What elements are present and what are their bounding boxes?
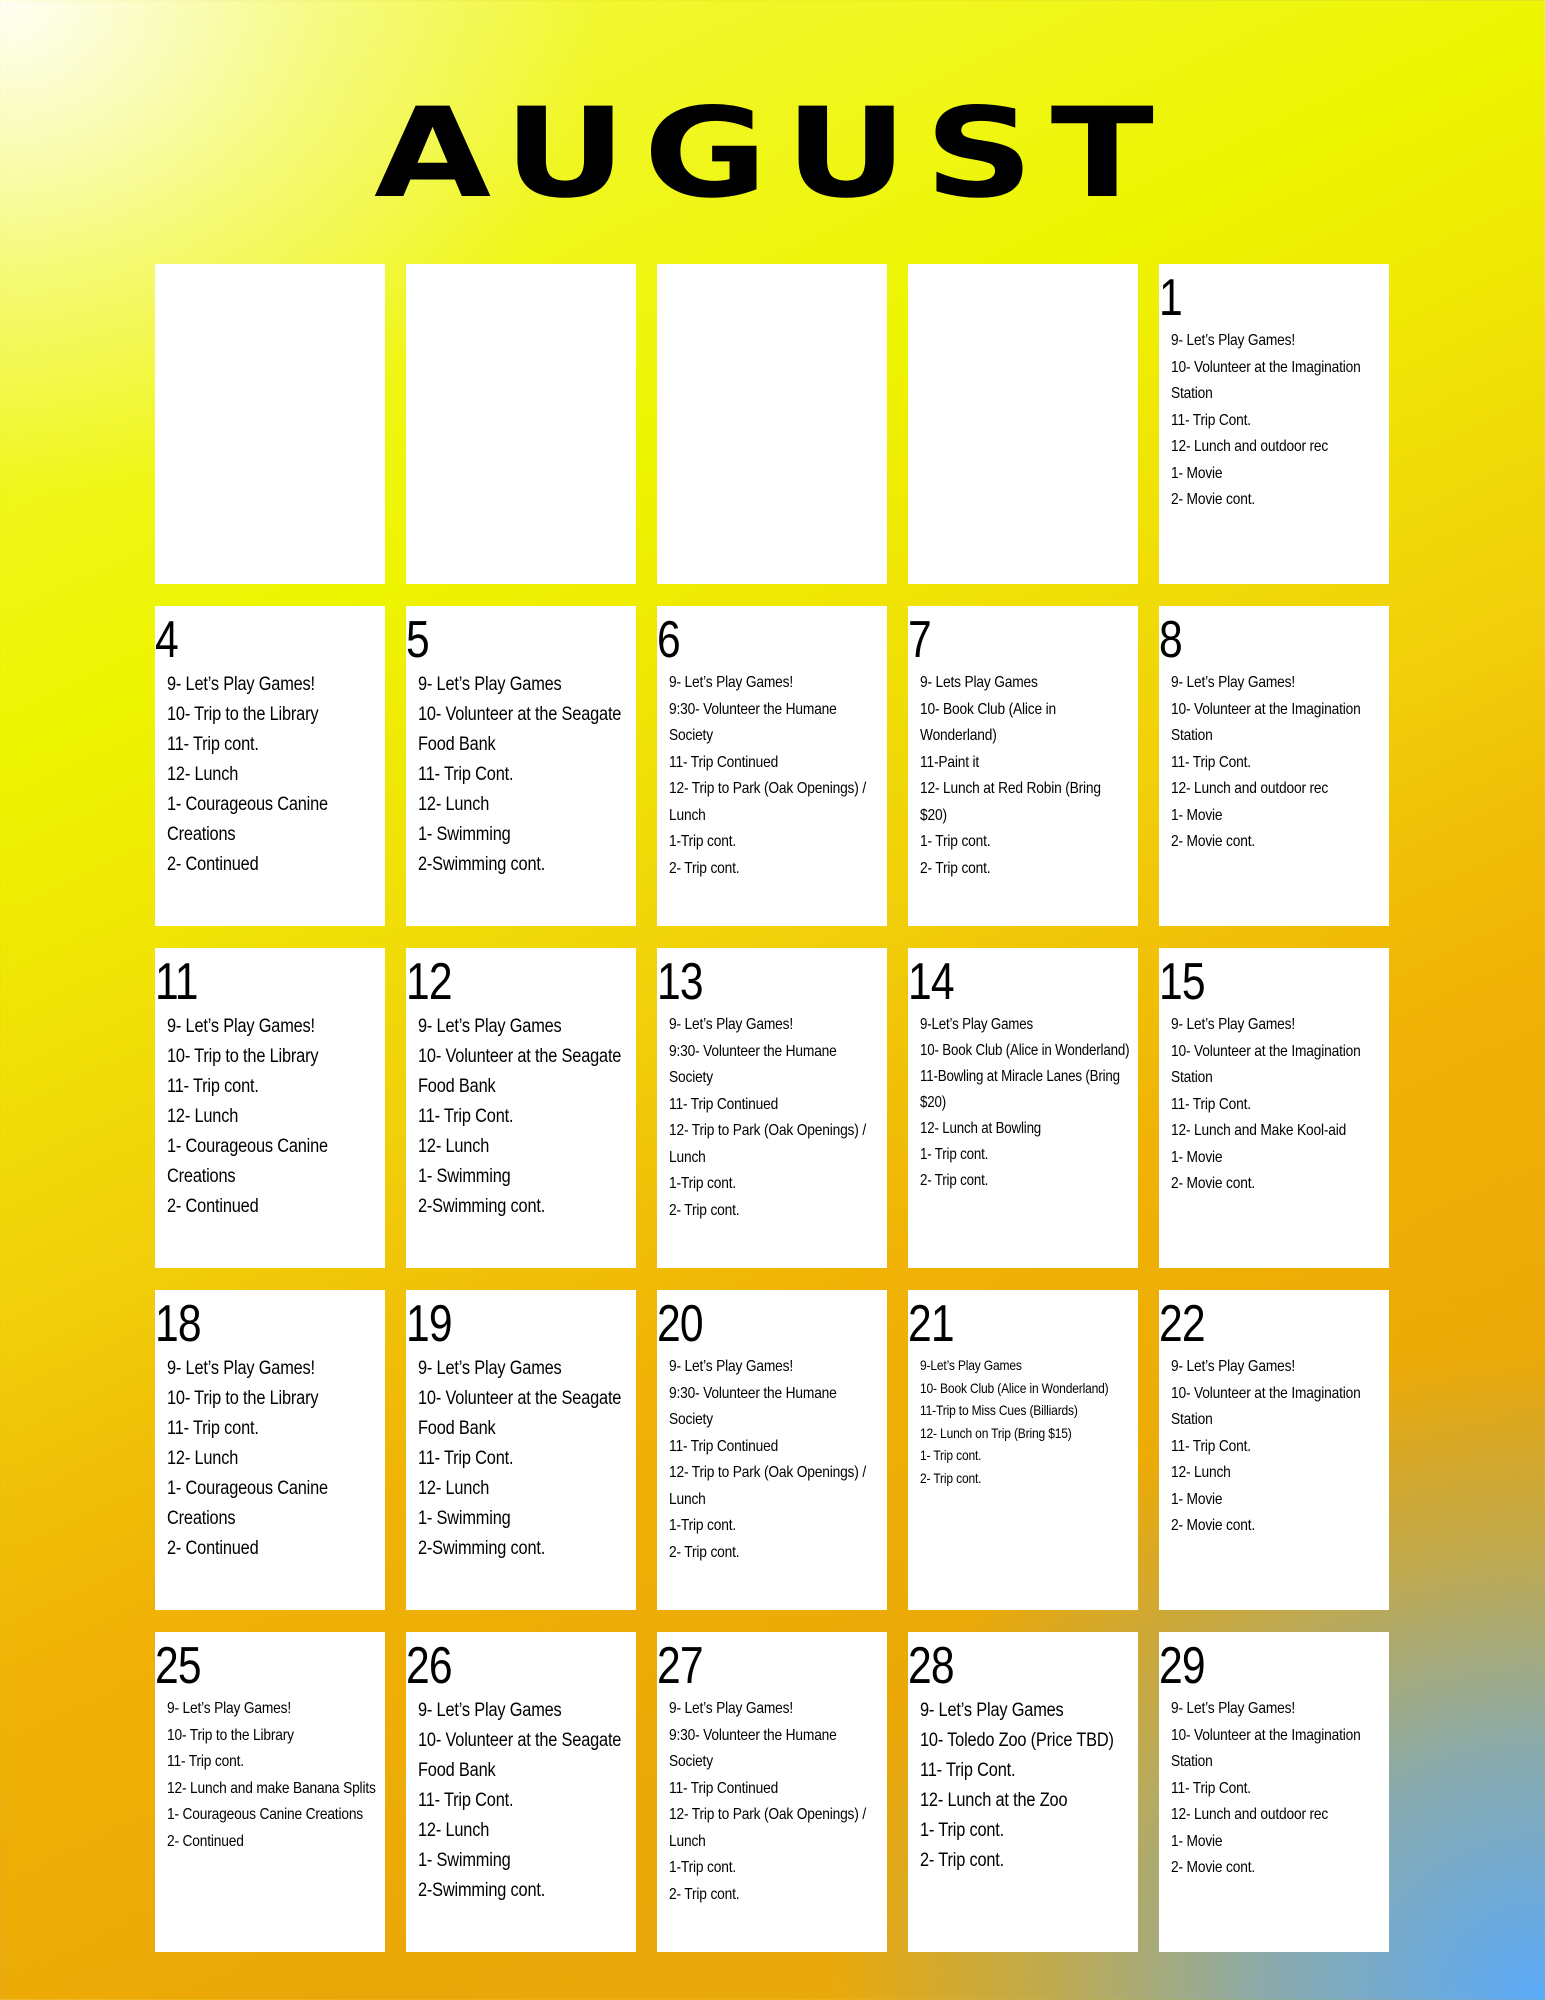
event-list <box>657 1012 879 1224</box>
day-number: 6 <box>657 611 680 669</box>
calendar-grid <box>155 264 1391 1954</box>
event-item: 12- Lunch and make Banana Splits <box>167 1779 376 1797</box>
event-item: 2-Swimming cont. <box>418 1196 546 1217</box>
event-item: 9- Let’s Play Games! <box>1171 1016 1296 1033</box>
event-item: 2- Movie cont. <box>1171 1175 1256 1192</box>
event-item: 2- Movie cont. <box>1171 833 1256 850</box>
day-cell[interactable] <box>406 948 636 1268</box>
event-item: 1-Trip cont. <box>669 1175 737 1192</box>
day-number: 1 <box>1159 269 1182 327</box>
event-item: 9:30- Volunteer the Humane Society <box>669 1726 837 1770</box>
event-item: 10- Volunteer at the Imagination Station <box>1171 1042 1361 1086</box>
event-item: 12- Trip to Park (Oak Openings) / Lunch <box>669 1122 866 1166</box>
event-item: 1- Trip cont. <box>920 1146 989 1163</box>
day-number: 26 <box>406 1637 452 1695</box>
event-item: 9- Let’s Play Games! <box>669 1700 794 1717</box>
event-item: 10- Volunteer at the Imagination Station <box>1171 1726 1361 1770</box>
event-item: 11- Trip Cont. <box>1171 411 1251 429</box>
event-item: 1-Trip cont. <box>669 1517 737 1534</box>
day-number: 22 <box>1159 1295 1205 1353</box>
day-number: 29 <box>1159 1637 1205 1695</box>
event-list <box>155 1012 377 1222</box>
event-item: 9- Let’s Play Games! <box>167 674 315 695</box>
event-item: 1- Trip cont. <box>920 833 991 850</box>
event-item: 12- Lunch <box>167 1448 239 1469</box>
event-item: 10- Trip to the Library <box>167 1388 319 1409</box>
event-list <box>406 670 628 880</box>
day-number: 21 <box>908 1295 954 1353</box>
event-item: 10- Volunteer at the Seagate Food Bank <box>418 1730 622 1781</box>
day-cell[interactable] <box>155 606 385 926</box>
event-item: 11- Trip Cont. <box>418 1790 514 1811</box>
event-item: 1- Courageous Canine Creations <box>167 1478 328 1529</box>
day-cell[interactable] <box>908 1290 1138 1610</box>
event-item: 10- Volunteer at the Seagate Food Bank <box>418 1388 622 1439</box>
event-item: 2- Movie cont. <box>1171 491 1256 508</box>
day-cell[interactable] <box>1159 1632 1389 1952</box>
event-item: 9- Let’s Play Games! <box>1171 1358 1296 1375</box>
event-item: 12- Lunch <box>418 1478 490 1499</box>
event-item: 11- Trip Cont. <box>418 1448 514 1469</box>
event-item: 11-Trip to Miss Cues (Billiards) <box>920 1402 1078 1418</box>
event-list <box>1159 1696 1381 1882</box>
event-list <box>908 1354 1130 1489</box>
event-item: 2- Trip cont. <box>920 859 991 877</box>
day-number: 7 <box>908 611 931 669</box>
event-item: 1- Movie <box>1171 1148 1223 1166</box>
event-item: 2- Trip cont. <box>920 1469 982 1486</box>
event-item: 2- Movie cont. <box>1171 1859 1256 1876</box>
event-item: 11- Trip Cont. <box>1171 1437 1251 1455</box>
event-item: 12- Lunch <box>418 1820 490 1841</box>
event-item: 1- Courageous Canine Creations <box>167 1806 364 1823</box>
event-item: 2- Continued <box>167 1538 259 1559</box>
event-item: 2- Continued <box>167 1196 259 1217</box>
day-cell[interactable] <box>406 1632 636 1952</box>
event-item: 10- Volunteer at the Imagination Station <box>1171 700 1361 744</box>
event-item: 11- Trip Cont. <box>1171 1779 1251 1797</box>
day-number: 15 <box>1159 953 1205 1011</box>
event-item: 12- Lunch on Trip (Bring $15) <box>920 1424 1072 1441</box>
day-number: 4 <box>155 611 178 669</box>
event-item: 11- Trip Continued <box>669 753 779 771</box>
day-number: 20 <box>657 1295 703 1353</box>
event-item: 9- Let’s Play Games! <box>167 1700 292 1717</box>
event-item: 1- Trip cont. <box>920 1447 982 1463</box>
day-number: 8 <box>1159 611 1182 669</box>
event-item: 9- Let’s Play Games! <box>1171 332 1296 349</box>
day-cell[interactable] <box>155 1290 385 1610</box>
event-item: 1- Movie <box>1171 464 1223 482</box>
event-item: 11- Trip cont. <box>167 734 259 755</box>
event-item: 2- Continued <box>167 854 259 875</box>
event-item: 12- Trip to Park (Oak Openings) / Lunch <box>669 1806 866 1850</box>
event-item: 1- Swimming <box>418 1166 511 1187</box>
event-item: 10- Toledo Zoo (Price TBD) <box>920 1730 1114 1751</box>
month-title: AUGUST <box>374 82 1171 226</box>
event-list <box>155 1354 377 1564</box>
day-cell[interactable] <box>406 1290 636 1610</box>
event-item: 2- Movie cont. <box>1171 1517 1256 1534</box>
event-item: 9- Let’s Play Games <box>418 1700 562 1721</box>
event-item: 1- Movie <box>1171 806 1223 824</box>
day-cell[interactable] <box>406 264 636 584</box>
day-cell[interactable] <box>657 1632 887 1952</box>
event-item: 12- Lunch at Bowling <box>920 1120 1042 1137</box>
event-item: 1-Trip cont. <box>669 1859 737 1876</box>
event-item: 12- Lunch and outdoor rec <box>1171 1806 1329 1823</box>
event-item: 1- Movie <box>1171 1490 1223 1508</box>
event-list <box>657 1354 879 1566</box>
event-item: 2-Swimming cont. <box>418 1880 546 1901</box>
event-item: 9-Let’s Play Games <box>920 1016 1033 1033</box>
day-number: 11 <box>155 953 198 1011</box>
event-item: 11- Trip Continued <box>669 1779 779 1797</box>
event-list <box>406 1696 628 1906</box>
event-item: 1- Trip cont. <box>920 1820 1005 1841</box>
day-cell[interactable] <box>908 948 1138 1268</box>
event-item: 11- Trip Cont. <box>418 1106 514 1127</box>
event-item: 10- Book Club (Alice in Wonderland) <box>920 1042 1130 1059</box>
event-item: 9:30- Volunteer the Humane Society <box>669 1042 837 1086</box>
day-cell[interactable] <box>155 948 385 1268</box>
event-item: 9-Let’s Play Games <box>920 1357 1022 1373</box>
event-item: 2-Swimming cont. <box>418 854 546 875</box>
day-number: 19 <box>406 1295 452 1353</box>
event-item: 11-Paint it <box>920 753 980 771</box>
event-item: 12- Lunch <box>167 1106 239 1127</box>
event-item: 1- Swimming <box>418 1850 511 1871</box>
event-list <box>406 1354 628 1564</box>
day-cell[interactable] <box>406 606 636 926</box>
day-cell[interactable] <box>657 1290 887 1610</box>
event-item: 9- Let’s Play Games! <box>1171 1700 1296 1717</box>
event-item: 9- Let’s Play Games <box>418 674 562 695</box>
event-item: 12- Lunch <box>167 764 239 785</box>
event-item: 10- Trip to the Library <box>167 1046 319 1067</box>
day-number: 12 <box>406 953 452 1011</box>
event-item: 2- Continued <box>167 1832 244 1850</box>
day-cell[interactable] <box>908 1632 1138 1952</box>
event-item: 9- Lets Play Games <box>920 674 1038 691</box>
event-item: 2- Trip cont. <box>669 1543 740 1561</box>
event-item: 1- Swimming <box>418 1508 511 1529</box>
event-list <box>657 1696 879 1908</box>
event-item: 9- Let’s Play Games! <box>167 1358 315 1379</box>
event-item: 12- Trip to Park (Oak Openings) / Lunch <box>669 780 866 824</box>
event-item: 2- Trip cont. <box>669 859 740 877</box>
event-item: 11- Trip Continued <box>669 1095 779 1113</box>
event-list <box>155 670 377 880</box>
event-item: 11- Trip Continued <box>669 1437 779 1455</box>
event-item: 2- Trip cont. <box>920 1172 989 1189</box>
event-item: 12- Lunch at the Zoo <box>920 1790 1068 1811</box>
day-cell[interactable] <box>908 264 1138 584</box>
day-number: 14 <box>908 953 954 1011</box>
day-number: 5 <box>406 611 429 669</box>
event-item: 11- Trip Cont. <box>418 764 514 785</box>
event-item: 9- Let’s Play Games! <box>167 1016 315 1037</box>
event-list <box>1159 1354 1381 1540</box>
day-number: 25 <box>155 1637 201 1695</box>
event-item: 10- Volunteer at the Seagate Food Bank <box>418 1046 622 1097</box>
event-item: 1-Trip cont. <box>669 833 737 850</box>
event-item: 10- Volunteer at the Seagate Food Bank <box>418 704 622 755</box>
day-cell[interactable] <box>1159 264 1389 584</box>
event-item: 10- Volunteer at the Imagination Station <box>1171 358 1361 402</box>
day-cell[interactable] <box>657 948 887 1268</box>
day-number: 27 <box>657 1637 703 1695</box>
event-item: 12- Lunch and outdoor rec <box>1171 438 1329 455</box>
event-item: 9:30- Volunteer the Humane Society <box>669 700 837 744</box>
day-cell[interactable] <box>657 606 887 926</box>
event-item: 9- Let’s Play Games! <box>1171 674 1296 691</box>
day-cell[interactable] <box>155 264 385 584</box>
event-item: 10- Trip to the Library <box>167 1726 294 1744</box>
event-item: 10- Book Club (Alice in Wonderland) <box>920 1379 1109 1396</box>
event-item: 12- Lunch at Red Robin (Bring $20) <box>920 780 1101 824</box>
day-number: 28 <box>908 1637 954 1695</box>
event-item: 2- Trip cont. <box>669 1885 740 1903</box>
day-cell[interactable] <box>155 1632 385 1952</box>
event-item: 11-Bowling at Miracle Lanes (Bring $20) <box>920 1068 1120 1111</box>
event-list <box>1159 670 1381 856</box>
event-list <box>155 1696 377 1855</box>
event-item: 2- Trip cont. <box>920 1850 1005 1871</box>
event-item: 12- Trip to Park (Oak Openings) / Lunch <box>669 1464 866 1508</box>
event-item: 1- Movie <box>1171 1832 1223 1850</box>
event-item: 10- Volunteer at the Imagination Station <box>1171 1384 1361 1428</box>
day-cell[interactable] <box>1159 948 1389 1268</box>
event-item: 10- Trip to the Library <box>167 704 319 725</box>
event-item: 9- Let’s Play Games! <box>669 1016 794 1033</box>
event-list <box>1159 328 1381 514</box>
event-item: 9- Let’s Play Games! <box>669 1358 794 1375</box>
event-item: 11- Trip Cont. <box>1171 753 1251 771</box>
day-cell[interactable] <box>1159 606 1389 926</box>
event-list <box>908 670 1130 882</box>
event-item: 12- Lunch <box>418 794 490 815</box>
event-list <box>657 670 879 882</box>
event-list <box>1159 1012 1381 1198</box>
event-item: 9:30- Volunteer the Humane Society <box>669 1384 837 1428</box>
event-item: 11- Trip Cont. <box>1171 1095 1251 1113</box>
event-item: 12- Lunch <box>418 1136 490 1157</box>
day-cell[interactable] <box>908 606 1138 926</box>
event-item: 10- Book Club (Alice in Wonderland) <box>920 700 1057 744</box>
event-list <box>908 1012 1130 1194</box>
event-item: 9- Let’s Play Games <box>920 1700 1064 1721</box>
event-item: 11- Trip Cont. <box>920 1760 1016 1781</box>
event-item: 2- Trip cont. <box>669 1201 740 1219</box>
event-item: 1- Swimming <box>418 824 511 845</box>
event-item: 1- Courageous Canine Creations <box>167 1136 328 1187</box>
event-list <box>908 1696 1130 1876</box>
day-cell[interactable] <box>657 264 887 584</box>
event-item: 9- Let’s Play Games <box>418 1016 562 1037</box>
event-item: 2-Swimming cont. <box>418 1538 546 1559</box>
event-item: 11- Trip cont. <box>167 1418 259 1439</box>
event-item: 12- Lunch and Make Kool-aid <box>1171 1122 1347 1139</box>
day-number: 13 <box>657 953 703 1011</box>
event-item: 9- Let’s Play Games <box>418 1358 562 1379</box>
event-item: 12- Lunch <box>1171 1464 1231 1481</box>
event-item: 1- Courageous Canine Creations <box>167 794 328 845</box>
day-cell[interactable] <box>1159 1290 1389 1610</box>
event-list <box>406 1012 628 1222</box>
event-item: 9- Let’s Play Games! <box>669 674 794 691</box>
event-item: 11- Trip cont. <box>167 1753 244 1770</box>
event-item: 12- Lunch and outdoor rec <box>1171 780 1329 797</box>
event-item: 11- Trip cont. <box>167 1076 259 1097</box>
day-number: 18 <box>155 1295 201 1353</box>
